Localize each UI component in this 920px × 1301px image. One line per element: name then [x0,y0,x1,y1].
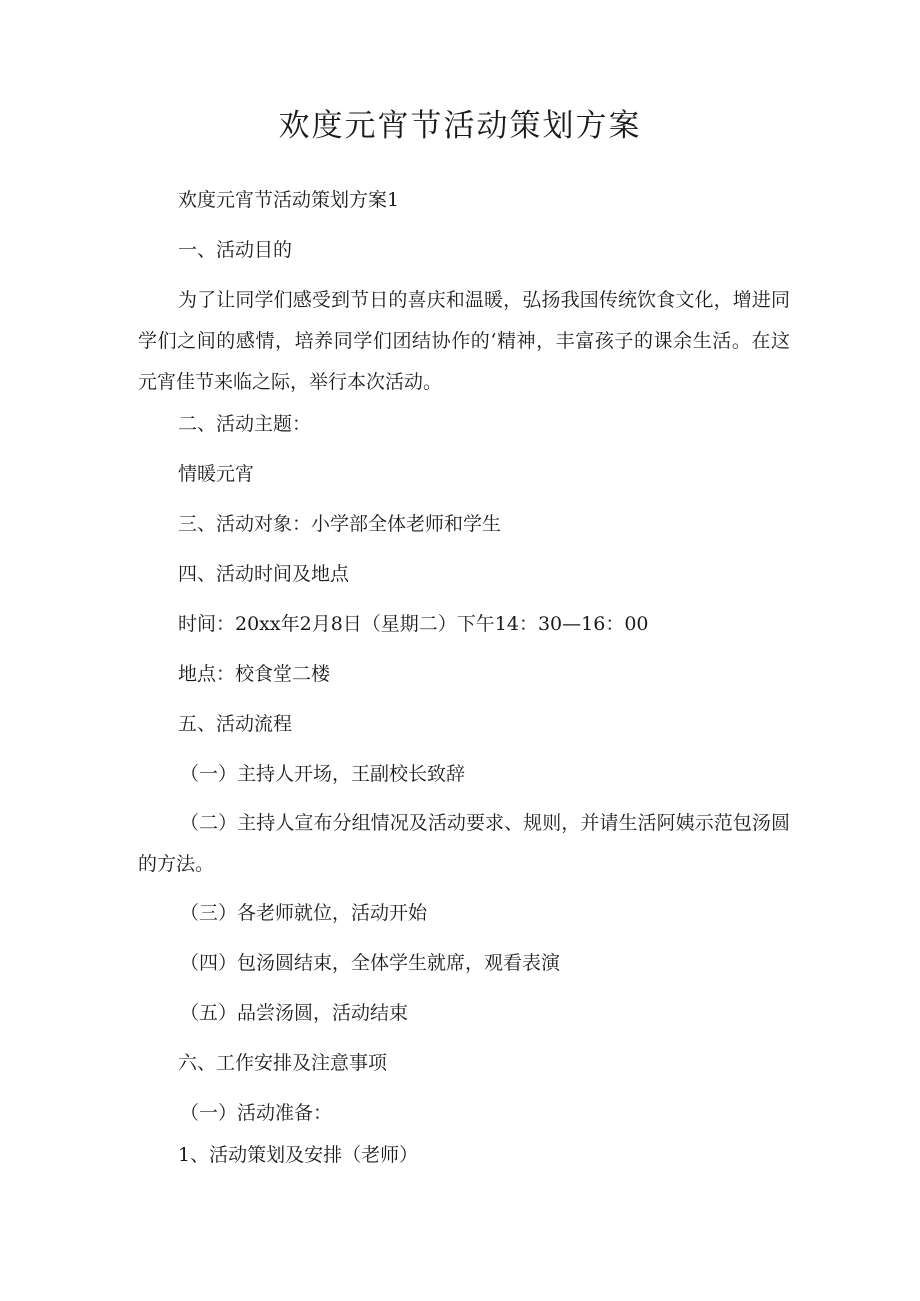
section-heading-process: 五、活动流程 [178,713,293,735]
paragraph-place: 地点：校食堂二楼 [178,663,331,685]
document-title: 欢度元宵节活动策划方案 [278,108,642,144]
paragraph-time: 时间：20xx年2月8日（星期二）下午14：30—16：00 [178,613,649,635]
paragraph-purpose: 为了让同学们感受到节日的喜庆和温暖，弘扬我国传统饮食文化，增进同学们之间的感情，培养同学们团结协作的‘精神，丰富孩子的课余生活。在这元宵佳节来临之际，举行本次活动。 [138,289,790,393]
subsection-heading-preparation: （一）活动准备： [180,1102,333,1124]
section-heading-time-place: 四、活动时间及地点 [178,563,350,585]
paragraph-theme: 情暖元宵 [178,463,255,485]
process-step-1: （一）主持人开场，王副校长致辞 [180,763,466,785]
section-heading-purpose: 一、活动目的 [178,239,293,261]
process-step-5: （五）品尝汤圆，活动结束 [180,1002,409,1024]
section-heading-arrangements: 六、工作安排及注意事项 [178,1052,388,1074]
process-step-4: （四）包汤圆结束，全体学生就席，观看表演 [180,952,561,974]
section-heading-plan-1: 欢度元宵节活动策划方案1 [178,189,400,211]
section-heading-audience: 三、活动对象：小学部全体老师和学生 [178,513,502,535]
list-item-planning: 1、活动策划及安排（老师） [178,1144,419,1166]
process-step-3: （三）各老师就位，活动开始 [180,902,428,924]
process-step-2: （二）主持人宣布分组情况及活动要求、规则，并请生活阿姨示范包汤圆的方法。 [138,812,790,875]
section-heading-theme: 二、活动主题： [178,413,312,435]
